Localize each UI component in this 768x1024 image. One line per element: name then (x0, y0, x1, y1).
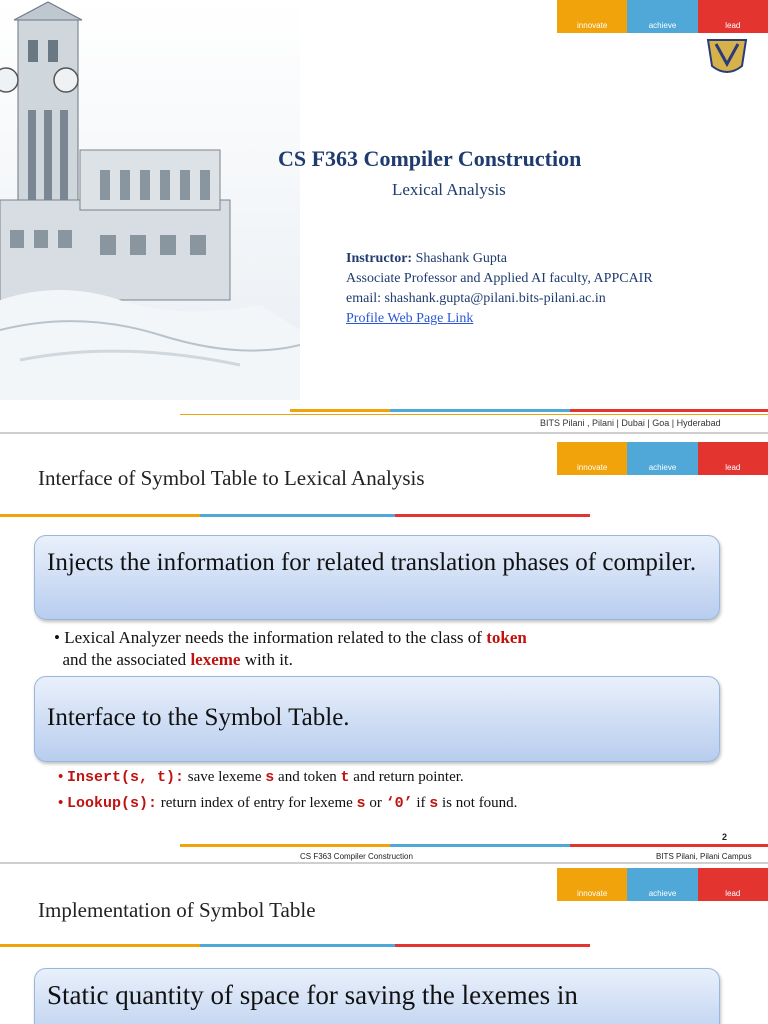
callout-box-injects: Injects the information for related translation phases of compiler. (34, 535, 720, 620)
footer-line-orange (290, 409, 390, 412)
code-s: s (265, 769, 275, 786)
brand-innovate: innovate (557, 0, 627, 33)
brand-lead: lead (698, 442, 768, 475)
footer-course: CS F363 Compiler Construction (300, 852, 413, 861)
bullet2-text: save lexeme (184, 769, 266, 785)
title-underline-orange (0, 514, 200, 517)
instructor-email: email: shashank.gupta@pilani.bits-pilani.ac.in (346, 291, 606, 306)
slide-title: Implementation of Symbol Table (38, 898, 316, 922)
title-underline-blue (200, 944, 395, 947)
bullet-insert: • Insert(s, t): save lexeme s and token t and return pointer. (58, 769, 464, 786)
code-s: s (429, 795, 439, 812)
brand-lead: lead (698, 0, 768, 33)
callout-box-interface: Interface to the Symbol Table. (34, 676, 720, 762)
profile-link[interactable]: Profile Web Page Link (346, 311, 474, 326)
footer-campus: BITS Pilani, Pilani Campus (656, 852, 752, 861)
code-lookup: Lookup(s): (67, 795, 158, 812)
brand-innovate: innovate (557, 442, 627, 475)
bullet-lookup: • Lookup(s): return index of entry for lexeme s or ‘0’ if s is not found. (58, 795, 518, 812)
bullet1-text-2: and the associated (62, 650, 191, 669)
title-underline-blue (200, 514, 395, 517)
title-underline-orange (0, 944, 200, 947)
course-title: CS F363 Compiler Construction (278, 146, 582, 171)
slide-3 (0, 864, 768, 1024)
title-underline-red (395, 944, 590, 947)
brand-strip (557, 0, 768, 33)
footer-line-red (570, 844, 768, 847)
instructor-name: Shashank Gupta (415, 251, 507, 266)
bullet3-text-2: or (365, 795, 386, 811)
brand-achieve: achieve (627, 0, 697, 33)
lecture-subtitle: Lexical Analysis (392, 180, 506, 199)
code-s: s (356, 795, 366, 812)
title-slide (0, 0, 768, 432)
title-underline-red (395, 514, 590, 517)
code-t: t (340, 769, 350, 786)
footer-line-blue (390, 844, 570, 847)
keyword-token: token (486, 628, 527, 647)
brand-strip (557, 442, 768, 475)
bullet3-text-4: is not found. (438, 795, 518, 811)
bullet3-text: return index of entry for lexeme (157, 795, 357, 811)
campus-clocktower-illustration (0, 0, 300, 400)
instructor-info (346, 249, 653, 329)
footer-line-thin (180, 414, 768, 415)
bullet-lexical-analyzer: • Lexical Analyzer needs the information related to the class of token and the associated lexeme with it. (54, 628, 527, 669)
brand-innovate: innovate (557, 868, 627, 901)
footer-line-orange (180, 844, 390, 847)
brand-strip (557, 868, 768, 901)
code-zero: ‘0’ (385, 795, 413, 812)
page-number: 2 (722, 832, 728, 842)
bullet2-text-3: and return pointer. (349, 769, 464, 785)
instructor-position: Associate Professor and Applied AI faculty, APPCAIR (346, 271, 653, 286)
keyword-lexeme: lexeme (190, 650, 241, 669)
footer-line-red (570, 409, 768, 412)
callout-box-static-space: Static quantity of space for saving the lexemes in (34, 968, 720, 1024)
slide-title: Interface of Symbol Table to Lexical Analysis (38, 466, 425, 490)
footer-line-blue (390, 409, 570, 412)
brand-lead: lead (698, 868, 768, 901)
slide-2 (0, 434, 768, 862)
code-insert: Insert(s, t): (67, 769, 185, 786)
bullet2-text-2: and token (274, 769, 341, 785)
bullet3-text-3: if (412, 795, 430, 811)
bullet1-text-3: with it. (240, 650, 293, 669)
instructor-label: Instructor: (346, 251, 413, 266)
brand-achieve: achieve (627, 442, 697, 475)
bits-logo-icon (706, 38, 748, 78)
slide1-footer: BITS Pilani , Pilani | Dubai | Goa | Hyderabad (540, 418, 721, 428)
brand-achieve: achieve (627, 868, 697, 901)
bullet1-text: Lexical Analyzer needs the information related to the class of (64, 628, 487, 647)
